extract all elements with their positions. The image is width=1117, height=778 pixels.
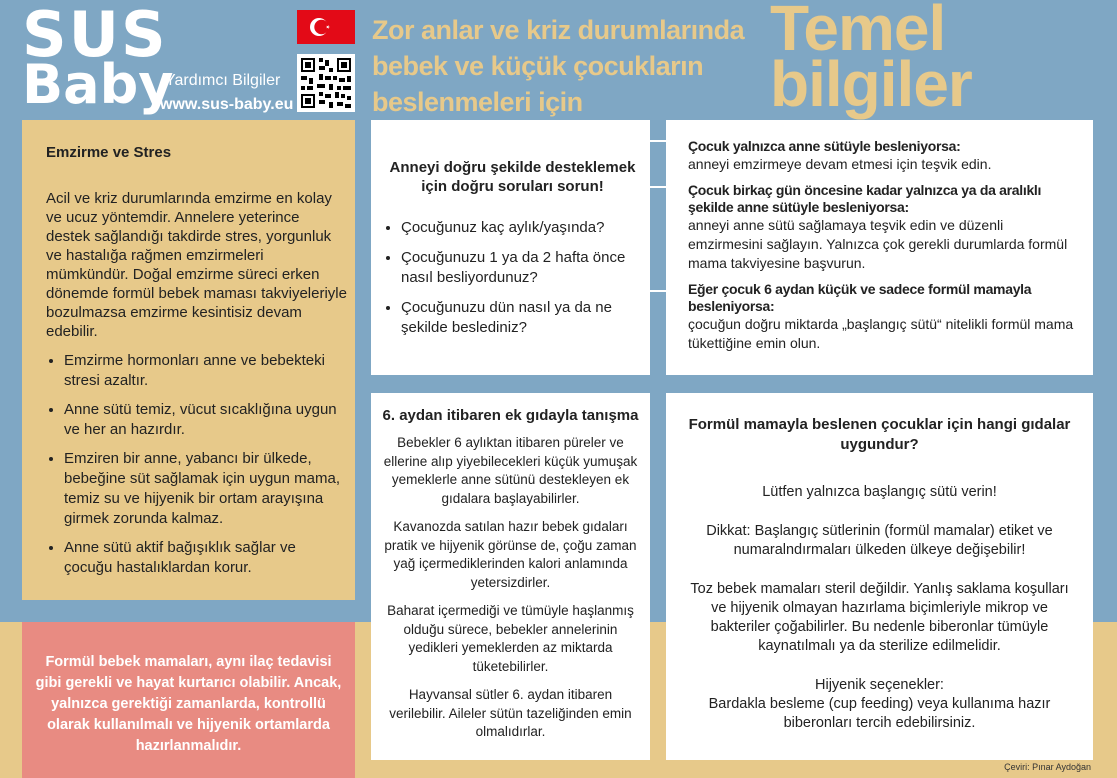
panel-paragraph: Dikkat: Başlangıç sütlerinin (formül mamalar) etiket ve numaralndırmaları ülkeden ülkeye değişebilir! [706,523,1053,558]
warning-text: Formül bebek mamaları, aynı ilaç tedavisi gibi gerekli ve hayat kurtarıcı olabilir. Ancak, yalnızca gerektiği zamanlarda, kontrollü olarak kullanılmalı ve hijyenik ortamlarda hazırlanmalıdır. [35,654,342,754]
formula-warning-panel [22,622,355,778]
turkey-flag-icon [297,10,355,44]
panel-paragraph: Lütfen yalnızca başlangıç sütü verin! [762,484,997,500]
questions-panel [371,120,650,375]
panel-title: Emzirme ve Stres [46,144,172,161]
hygiene-text: Bardakla besleme (cup feeding) veya kullanıma hazır biberonları tercih edebilirsiniz. [708,696,1051,731]
list-item: • Emzirme hormonları anne ve bebekteki stresi azaltır. [64,351,347,391]
tagline-line: bebek ve küçük çocukların [372,51,704,81]
panel-paragraph: Baharat içermediği ve tümüyle haşlanmış olduğu sürece, bebekler annelerinin yedikleri yemeklerden az miktarda tüketebilirler. [387,603,634,674]
helper-label: Yardımcı Bilgiler [165,72,281,89]
connector-line [650,186,666,188]
panel-paragraph: Bebekler 6 aylıktan itibaren püreler ve ellerine alıp yiyebilecekleri küçük yumuşak yemeklerle anne sütünü destekleyen ek gıdalara başlayabilirler. [383,435,638,506]
complementary-feeding-panel [371,393,650,760]
breastfeeding-stress-panel [22,120,355,600]
panel-paragraph: Hayvansal sütler 6. aydan itibaren verilebilir. Aileler sütün tazeliğinden emin olmalıdırlar. [389,687,632,739]
panel-paragraph: Toz bebek mamaları steril değildir. Yanlış saklama koşulları ve hijyenik olmayan hazırlama biçimleriyle mikrop ve bakteriler çoğabilirler. Bu nedenle biberonlar tümüyle kaynatılmalı ya da sterilize edilmelidir. [690,581,1069,654]
situation-question: Çocuk yalnızca anne sütüyle besleniyorsa: [688,138,961,154]
logo-line2: Baby [22,52,174,116]
translator-credit: Çeviri: Pınar Aydoğan [1004,762,1091,772]
connector-line [650,140,666,142]
situation-answer: anneyi anne sütü sağlamaya teşvik edin ve düzenli emzirmesini sağlayın. Yalnızca çok gerekli durumlarda formül mama takviyesine başvurun. [688,217,1068,271]
page-title-line: bilgiler [770,48,972,120]
connector-line [650,290,666,292]
situation-question: Çocuk birkaç gün öncesine kadar yalnızca ya da aralıklı şekilde anne sütüyle besleniyorsa: [688,182,1042,215]
list-item: • Çocuğunuzu 1 ya da 2 hafta önce nasıl besliyordunuz? [401,248,638,288]
panel-title: Anneyi doğru şekilde desteklemek için doğru soruları sorun! [389,159,636,195]
panel-intro: Acil ve kriz durumlarında emzirme en kolay ve ucuz yöntemdir. Annelere yeterince destek sağlandığı takdirde stres, yorgunluk ve hastalığa rağmen emzirmeleri mümkündür. Doğal emzirme süreci erken dönemde formül bebek maması takviyeleriyle bozulmazsa emzirme kesintisiz devam edebilir. [46,190,347,340]
page-title-line: Temel [770,0,946,64]
situation-answer: anneyi emzirmeye devam etmesi için teşvik edin. [688,156,992,172]
bullet-list [46,351,347,578]
panel-title: 6. aydan itibaren ek gıdayla tanışma [382,407,639,424]
tagline [372,12,772,120]
panel-title: Formül mamayla beslenen çocuklar için hangi gıdalar uygundur? [688,416,1071,453]
tagline-line: beslenmeleri için [372,87,583,117]
qr-code-icon[interactable] [297,54,355,112]
tagline-line: Zor anlar ve kriz durumlarında [372,15,745,45]
list-item: • Emziren bir anne, yabancı bir ülkede, bebeğine süt sağlamak için uygun mama, temiz su ve hijyenik bir ortam arayışına girmek zorunda kalmaz. [64,449,347,529]
list-item: • Çocuğunuz kaç aylık/yaşında? [401,218,638,238]
logo-line1: SUS [22,0,168,71]
feeding-situations-panel [666,120,1093,375]
panel-paragraph: Kavanozda satılan hazır bebek gıdaları pratik ve hijyenik görünse de, çoğu zaman yağ içermediklerinden kalori anlamında yetersizdirler. [384,519,637,590]
sus-baby-logo [22,0,174,116]
question-list [387,218,638,338]
list-item: • Çocuğunuzu dün nasıl ya da ne şekilde beslediniz? [401,298,638,338]
situation-answer: çocuğun doğru miktarda „başlangıç sütü“ nitelikli formül mama tükettiğine emin olun. [688,316,1074,351]
page-title [770,0,972,120]
website-link[interactable]: www.sus-baby.eu [160,96,294,113]
list-item: • Anne sütü aktif bağışıklık sağlar ve çocuğu hastalıklardan korur. [64,538,347,578]
hygiene-title: Hijyenik seçenekler: [815,677,944,693]
formula-foods-panel [666,393,1093,760]
list-item: • Anne sütü temiz, vücut sıcaklığına uygun ve her an hazırdır. [64,400,347,440]
situation-question: Eğer çocuk 6 aydan küçük ve sadece formül mamayla besleniyorsa: [688,281,1032,314]
